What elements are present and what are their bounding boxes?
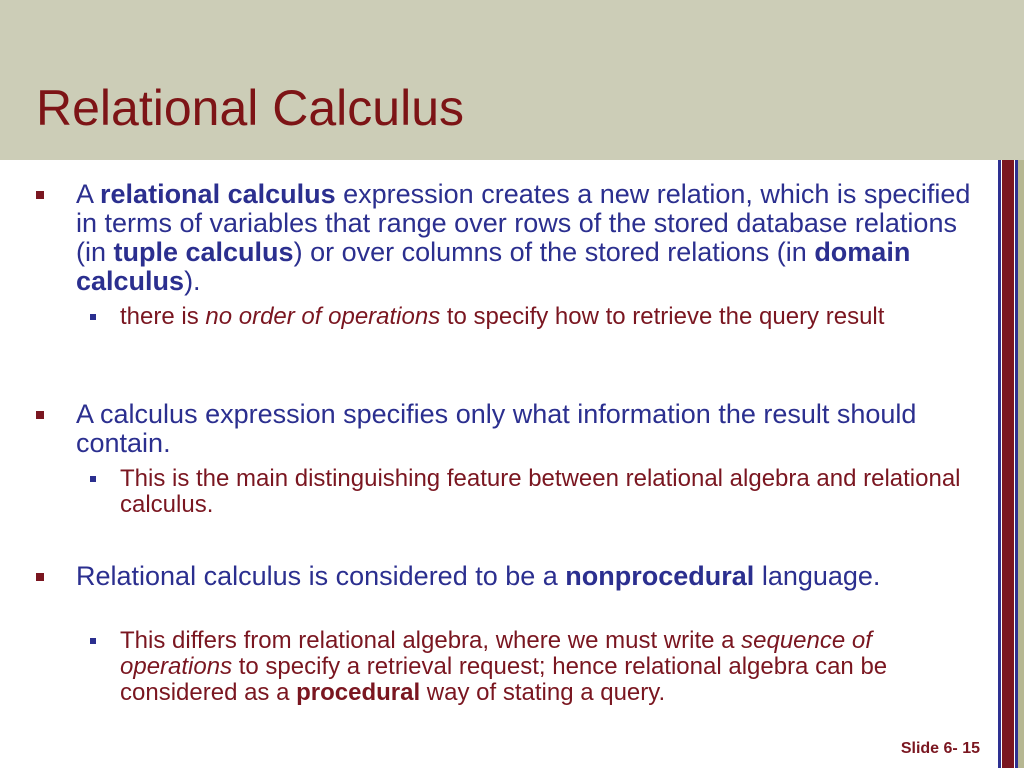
sub-bullet-distinguishing-feature (120, 466, 980, 518)
slide-title: Relational Calculus (36, 80, 465, 136)
term-relational-calculus: relational calculus (100, 179, 336, 209)
side-decoration-stripes (998, 160, 1024, 768)
square-bullet-icon (90, 476, 96, 482)
square-bullet-icon (36, 573, 44, 581)
text: This is the main distinguishing feature between relational algebra and relational calculus. (120, 465, 961, 518)
bullet-calculus-expression (76, 400, 976, 458)
stripe-olive (1018, 160, 1024, 768)
text: ). (184, 266, 201, 296)
text: way of stating a query. (420, 679, 666, 706)
term-tuple-calculus: tuple calculus (113, 237, 294, 267)
sub-bullet-no-order (120, 304, 980, 330)
text: there is (120, 303, 206, 330)
term-nonprocedural: nonprocedural (565, 561, 755, 591)
emphasis-no-order: no order of operations (205, 303, 441, 330)
text: to specify a retrieval request; hence relational algebra can be considered as a (120, 653, 888, 706)
emphasis-sequence-of-operations: sequence of operations (120, 627, 872, 680)
text: A (76, 179, 101, 209)
bullet-nonprocedural (76, 562, 976, 591)
square-bullet-icon (36, 191, 44, 199)
text: expression creates a new relation, which is specified in terms of variables that range over rows of the stored database relations (in (76, 179, 971, 267)
square-bullet-icon (90, 314, 96, 320)
text: to specify how to retrieve the query result (440, 303, 885, 330)
square-bullet-icon (36, 411, 44, 419)
text: language. (754, 561, 881, 591)
bullet-relational-calculus (76, 180, 976, 296)
text: This differs from relational algebra, where we must write a (120, 627, 742, 654)
text: Relational calculus is considered to be a (76, 561, 566, 591)
square-bullet-icon (90, 638, 96, 644)
term-domain-calculus: domain calculus (76, 237, 911, 296)
text: A calculus expression specifies only what information the result should contain. (76, 399, 917, 458)
sub-bullet-procedural (120, 628, 980, 706)
text: ) or over columns of the stored relations (in (293, 237, 815, 267)
slide-number: Slide 6- 15 (900, 740, 980, 757)
stripe-maroon (1002, 160, 1014, 768)
term-procedural: procedural (296, 679, 421, 706)
